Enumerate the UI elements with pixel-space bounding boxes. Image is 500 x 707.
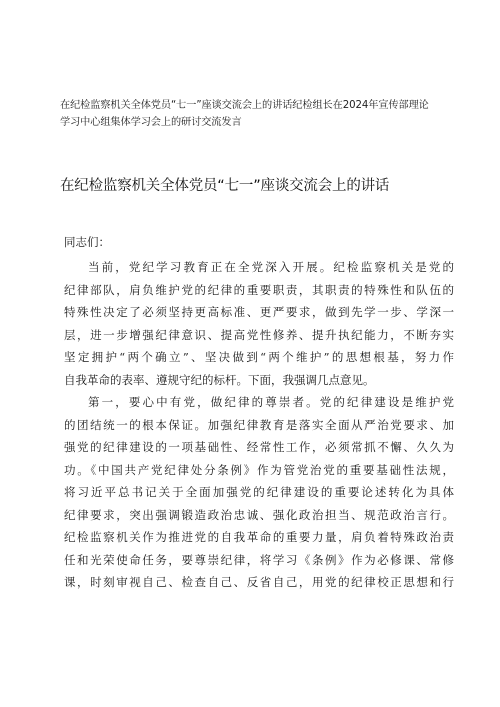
body-line: 纪律要求，突出强调锻造政治忠诚、强化政治担当、规范政治言行。 xyxy=(64,507,454,522)
body-line: 任和光荣使命任务，要尊崇纪律，将学习《条例》作为必修课、常修 xyxy=(64,552,454,567)
document-title: 在纪检监察机关全体党员“七一”座谈交流会上的讲话 xyxy=(60,178,390,194)
body-line: 坚定拥护“两个确立”、坚决做到“两个维护”的思想根基，努力作 xyxy=(64,350,454,364)
body-line: 将习近平总书记关于全面加强党的纪律建设的重要论述转化为具体 xyxy=(64,485,454,499)
body-line: 课，时刻审视自己、检查自己、反省自己，用党的纪律校正思想和行 xyxy=(64,575,454,589)
body-line: 纪律部队，肩负维护党的纪律的重要职责，其职责的特殊性和队伍的 xyxy=(64,282,454,297)
body-line: 自我革命的表率、遵规守纪的标杆。下面，我强调几点意见。 xyxy=(64,372,375,387)
header-line-1: 在纪检监察机关全体党员“七一”座谈交流会上的讲话纪检组长在2024年宣传部理论 xyxy=(60,100,429,111)
body-line: 纪检监察机关作为推进党的自我革命的重要力量，肩负着特殊政治责 xyxy=(64,530,454,544)
body-line: 特殊性决定了必须坚持更高标准、更严要求，做到先学一步、学深一 xyxy=(64,305,454,319)
document-body xyxy=(64,256,454,594)
body-line: 当前，党纪学习教育正在全党深入开展。纪检监察机关是党的 xyxy=(88,260,454,274)
body-line: 的团结统一的根本保证。加强纪律教育是落实全面从严治党要求、加 xyxy=(64,417,454,432)
document-header xyxy=(60,97,450,131)
header-line-2: 学习中心组集体学习会上的研讨交流发言 xyxy=(60,117,242,128)
body-line: 强党的纪律建设的一项基础性、经常性工作，必须常抓不懈、久久为 xyxy=(64,440,454,454)
body-line: 功。《中国共产党纪律处分条例》作为管党治党的重要基础性法规， xyxy=(64,462,454,477)
body-line: 层，进一步增强纪律意识、提高党性修养、提升执纪能力，不断夯实 xyxy=(64,327,454,342)
body-line: 第一，要心中有党，做纪律的尊崇者。党的纪律建设是维护党 xyxy=(88,395,454,409)
salutation: 同志们： xyxy=(64,235,110,249)
